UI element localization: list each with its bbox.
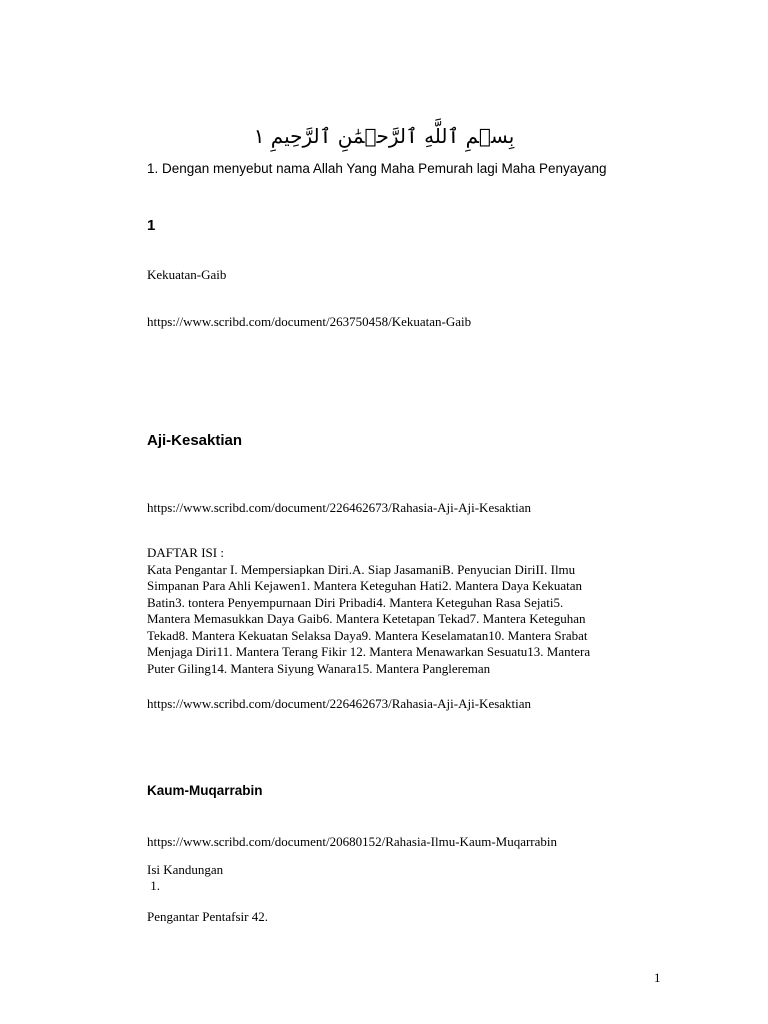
aji-kesaktian-url-repeat: https://www.scribd.com/document/226462673/Rahasia-Aji-Aji-Kesaktian	[147, 696, 532, 711]
translation-line: 1. Dengan menyebut nama Allah Yang Maha Pemurah lagi Maha Penyayang	[147, 161, 607, 176]
page-number: 1	[654, 970, 661, 985]
kaum-muqarrabin-url: https://www.scribd.com/document/20680152/Rahasia-Ilmu-Kaum-Muqarrabin	[147, 834, 558, 849]
daftar-isi-line: Simpanan Para Ahli Kejawen1. Mantera Keteguhan Hati2. Mantera Daya Kekuatan	[147, 578, 582, 593]
bismillah-verse: بِسۡمِ ٱللَّهِ ٱلرَّحۡمَٰنِ ٱلرَّحِيمِ ١	[253, 124, 515, 148]
daftar-isi-line: Puter Giling14. Mantera Siyung Wanara15. Mantera Panglereman	[147, 660, 491, 676]
pengantar-line: Pengantar Pentafsir 42.	[147, 909, 268, 924]
daftar-isi-line: Tekad8. Mantera Kekuatan Selaksa Daya9. Mantera Keselamatan10. Mantera Srabat	[147, 627, 588, 643]
daftar-isi-line: Batin3. tontera Penyempurnaan Diri Pribadi4. Mantera Keteguhan Rasa Sejati5.	[147, 594, 564, 610]
kekuatan-gaib-url: https://www.scribd.com/document/263750458/Kekuatan-Gaib	[147, 314, 472, 329]
daftar-isi-line: Mantera Memasukkan Daya Gaib6. Mantera Ketetapan Tekad7. Mantera Keteguhan	[147, 611, 586, 626]
kaum-muqarrabin-heading: Kaum-Muqarrabin	[147, 783, 263, 798]
isi-kandungan-label: Isi Kandungan	[147, 862, 224, 877]
section-number-heading: 1	[147, 217, 156, 234]
daftar-isi-line: Kata Pengantar I. Mempersiapkan Diri.A. Siap JasamaniB. Penyucian DiriII. Ilmu	[147, 561, 576, 577]
daftar-isi-line: Menjaga Diri11. Mantera Terang Fikir 12. Mantera Menawarkan Sesuatu13. Mantera	[147, 644, 591, 659]
daftar-isi-block	[147, 545, 590, 677]
kekuatan-gaib-title: Kekuatan-Gaib	[147, 267, 227, 282]
aji-kesaktian-url: https://www.scribd.com/document/226462673/Rahasia-Aji-Aji-Kesaktian	[147, 500, 532, 515]
isi-kandungan-block	[147, 862, 223, 894]
isi-kandungan-item: 1.	[147, 878, 160, 893]
aji-kesaktian-heading: Aji-Kesaktian	[147, 432, 243, 449]
daftar-isi-label: DAFTAR ISI :	[147, 545, 224, 560]
